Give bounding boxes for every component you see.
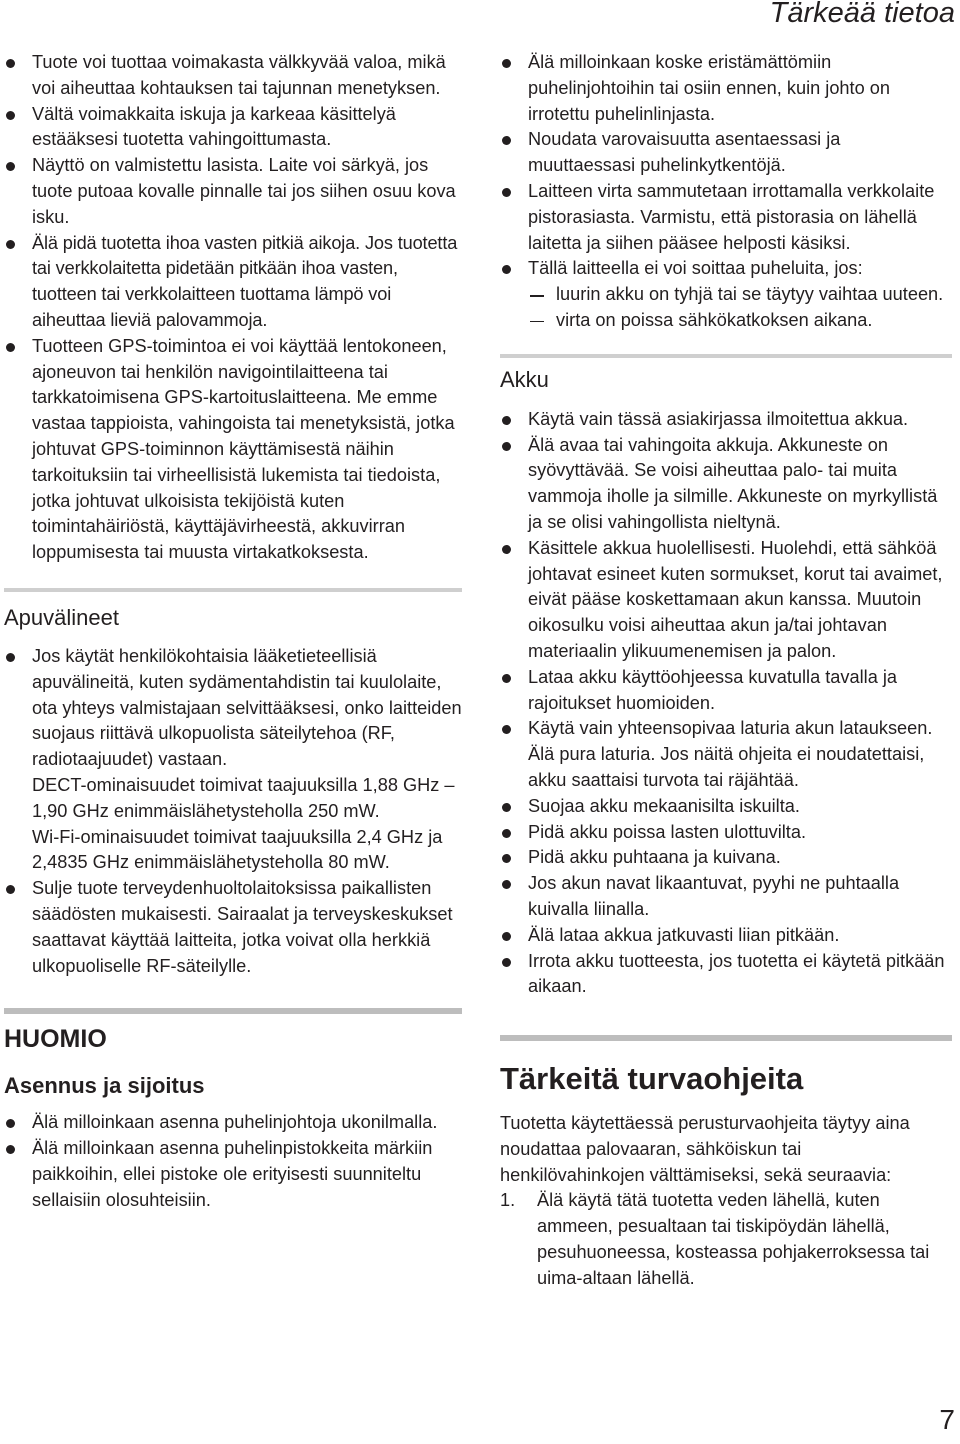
section-divider [4, 588, 462, 592]
list-item: Älä milloinkaan asenna puhelinjohtoja ukonilmalla. [4, 1110, 464, 1136]
safety-numbered-list [500, 1188, 950, 1291]
section-divider [500, 1035, 952, 1041]
list-item: Älä lataa akkua jatkuvasti liian pitkään. [500, 923, 950, 949]
section-divider [4, 1008, 462, 1014]
list-item: Näyttö on valmistettu lasista. Laite voi särkyä, jos tuote putoaa kovalle pinnalle tai jos siihen osuu kova isku. [4, 153, 464, 230]
caution-heading: HUOMIO [4, 1025, 107, 1054]
list-item: Pidä akku puhtaana ja kuivana. [500, 845, 950, 871]
aids-paragraph: Jos käytät henkilökohtaisia lääketieteellisiä apuvälineitä, kuten sydämentahdistin tai kuulolaite, ota yhteys valmistajaan selvittääksesi, onko laitteiden suojaus riittävä ulkopuolista säteilytehoa (RF, radiotaajuudet) vastaan. [32, 645, 462, 770]
list-item: Älä milloinkaan koske eristämättömiin puhelinjohtoihin tai osiin ennen, kuin johto on irrotettu puhelinlinjasta. [500, 50, 950, 127]
list-item: Käytä vain yhteensopivaa laturia akun lataukseen. Älä pura laturia. Jos näitä ohjeita ei noudatettaisi, akku saattaisi turvota tai räjähtää. [500, 716, 950, 793]
left-column [4, 50, 464, 1213]
list-item: Lataa akku käyttöohjeessa kuvatulla tavalla ja rajoitukset huomioiden. [500, 665, 950, 717]
list-item: Älä avaa tai vahingoita akkuja. Akkuneste on syövyttävää. Se voisi aiheuttaa palo- tai muita vammoja iholle ja silmille. Akkuneste on myrkyllistä ja se olisi vahingollista nieltynä. [500, 433, 950, 536]
list-item: Irrota akku tuotteesta, jos tuotetta ei käytetä pitkään aikaan. [500, 949, 950, 1001]
safety-intro: Tuotetta käytettäessä perusturvaohjeita täytyy aina noudattaa palovaaran, sähköiskun tai henkilövahinkojen välttämiseksi, sekä seuraavia: [500, 1113, 910, 1185]
battery-bullet-list [500, 407, 950, 1000]
section-divider [500, 354, 952, 358]
list-item: Tuotteen GPS-toimintoa ei voi käyttää lentokoneen, ajoneuvon tai henkilön navigointilaitteena tai tarkkatoimisena GPS-kartoituslaitteena. Me emme vastaa tappioista, vahingoista tai menetyksistä, jotka johtuvat GPS-toiminnon käyttämisestä näihin tarkoituksiin tai virheellisistä lukemista tai tiedoista, jotka johtuvat ulkoisista tekijöistä kuten toimintahäiriöstä, käyttäjävirheestä, akkuvirran loppumisesta tai muusta virtakatkoksesta. [4, 334, 464, 566]
header-title: Tärkeää tietoa [769, 0, 955, 29]
item-number: 1. [500, 1190, 516, 1211]
item-text: Älä käytä tätä tuotetta veden lähellä, kuten ammeen, pesualtaan tai tiskipöydän lähellä, pesuhuoneessa, kosteassa pohjakerroksessa tai uima-altaan lähellä. [537, 1190, 930, 1288]
intro-bullet-list [4, 50, 464, 566]
list-item: Pidä akku poissa lasten ulottuvilta. [500, 820, 950, 846]
list-item: Sulje tuote terveydenhuoltolaitoksissa paikallisten säädösten mukaisesti. Sairaalat ja terveyskeskukset saattavat käyttää laitteita, jotka voivat olla herkkiä ulkopuoliselle RF-säteilylle. [4, 876, 464, 979]
installation-heading: Asennus ja sijoitus [4, 1073, 205, 1099]
wiring-bullet-list [500, 50, 950, 334]
installation-bullet-list [4, 1110, 464, 1213]
list-item: Älä pidä tuotetta ihoa vasten pitkiä aikoja. Jos tuotetta tai verkkolaitetta pidetään pitkään ihoa vasten, tuotteen tai verkkolaitteen tuottama lämpö voi aiheuttaa lieviä palovammoja. [4, 231, 464, 334]
list-item [500, 1188, 950, 1291]
list-item: Käsittele akkua huolellisesti. Huolehdi, että sähköä johtavat esineet kuten sormukset, korut tai avaimet, eivät pääse koskettamaan akun kanssa. Muutoin oikosulku voisi aiheuttaa akun ja/tai johtavan materiaalin ylikuumenemisen ja palon. [500, 536, 950, 665]
page-number: 7 [939, 1404, 955, 1435]
list-item: luurin akku on tyhjä tai se täytyy vaihtaa uuteen. [528, 282, 950, 308]
list-item: virta on poissa sähkökatkoksen aikana. [528, 308, 950, 334]
list-item: Noudata varovaisuutta asentaessasi ja muuttaessasi puhelinkytkentöjä. [500, 127, 950, 179]
list-item: Älä milloinkaan asenna puhelinpistokkeita märkiin paikkoihin, ellei pistoke ole erityisesti suunniteltu sellaisiin olosuhteisiin. [4, 1136, 464, 1213]
list-item [500, 256, 950, 333]
wifi-paragraph: Wi-Fi-ominaisuudet toimivat taajuuksilla 2,4 GHz ja 2,4835 GHz enimmäislähetysteholla 80 mW. [32, 826, 443, 873]
list-item: Laitteen virta sammutetaan irrottamalla verkkolaite pistorasiasta. Varmistu, että pistorasia on lähellä laitetta ja siihen pääsee helposti käsiksi. [500, 179, 950, 256]
calls-intro: Tällä laitteella ei voi soittaa puheluita, jos: [528, 258, 863, 279]
dect-paragraph: DECT-ominaisuudet toimivat taajuuksilla 1,88 GHz – 1,90 GHz enimmäislähetysteholla 250 mW. [32, 774, 455, 821]
list-item: Tuote voi tuottaa voimakasta välkkyvää valoa, mikä voi aiheuttaa kohtauksen tai tajunnan menetyksen. [4, 50, 464, 102]
right-column [500, 50, 950, 1292]
battery-heading: Akku [500, 366, 549, 392]
aids-bullet-list [4, 644, 464, 979]
calls-dash-list [528, 282, 950, 334]
aids-heading: Apuvälineet [4, 604, 119, 630]
list-item [4, 644, 464, 876]
list-item: Suojaa akku mekaanisilta iskuilta. [500, 794, 950, 820]
list-item: Jos akun navat likaantuvat, pyyhi ne puhtaalla kuivalla liinalla. [500, 871, 950, 923]
list-item: Käytä vain tässä asiakirjassa ilmoitettua akkua. [500, 407, 950, 433]
safety-heading: Tärkeitä turvaohjeita [500, 1061, 804, 1097]
list-item: Vältä voimakkaita iskuja ja karkeaa käsittelyä estääksesi tuotetta vahingoittumasta. [4, 102, 464, 154]
